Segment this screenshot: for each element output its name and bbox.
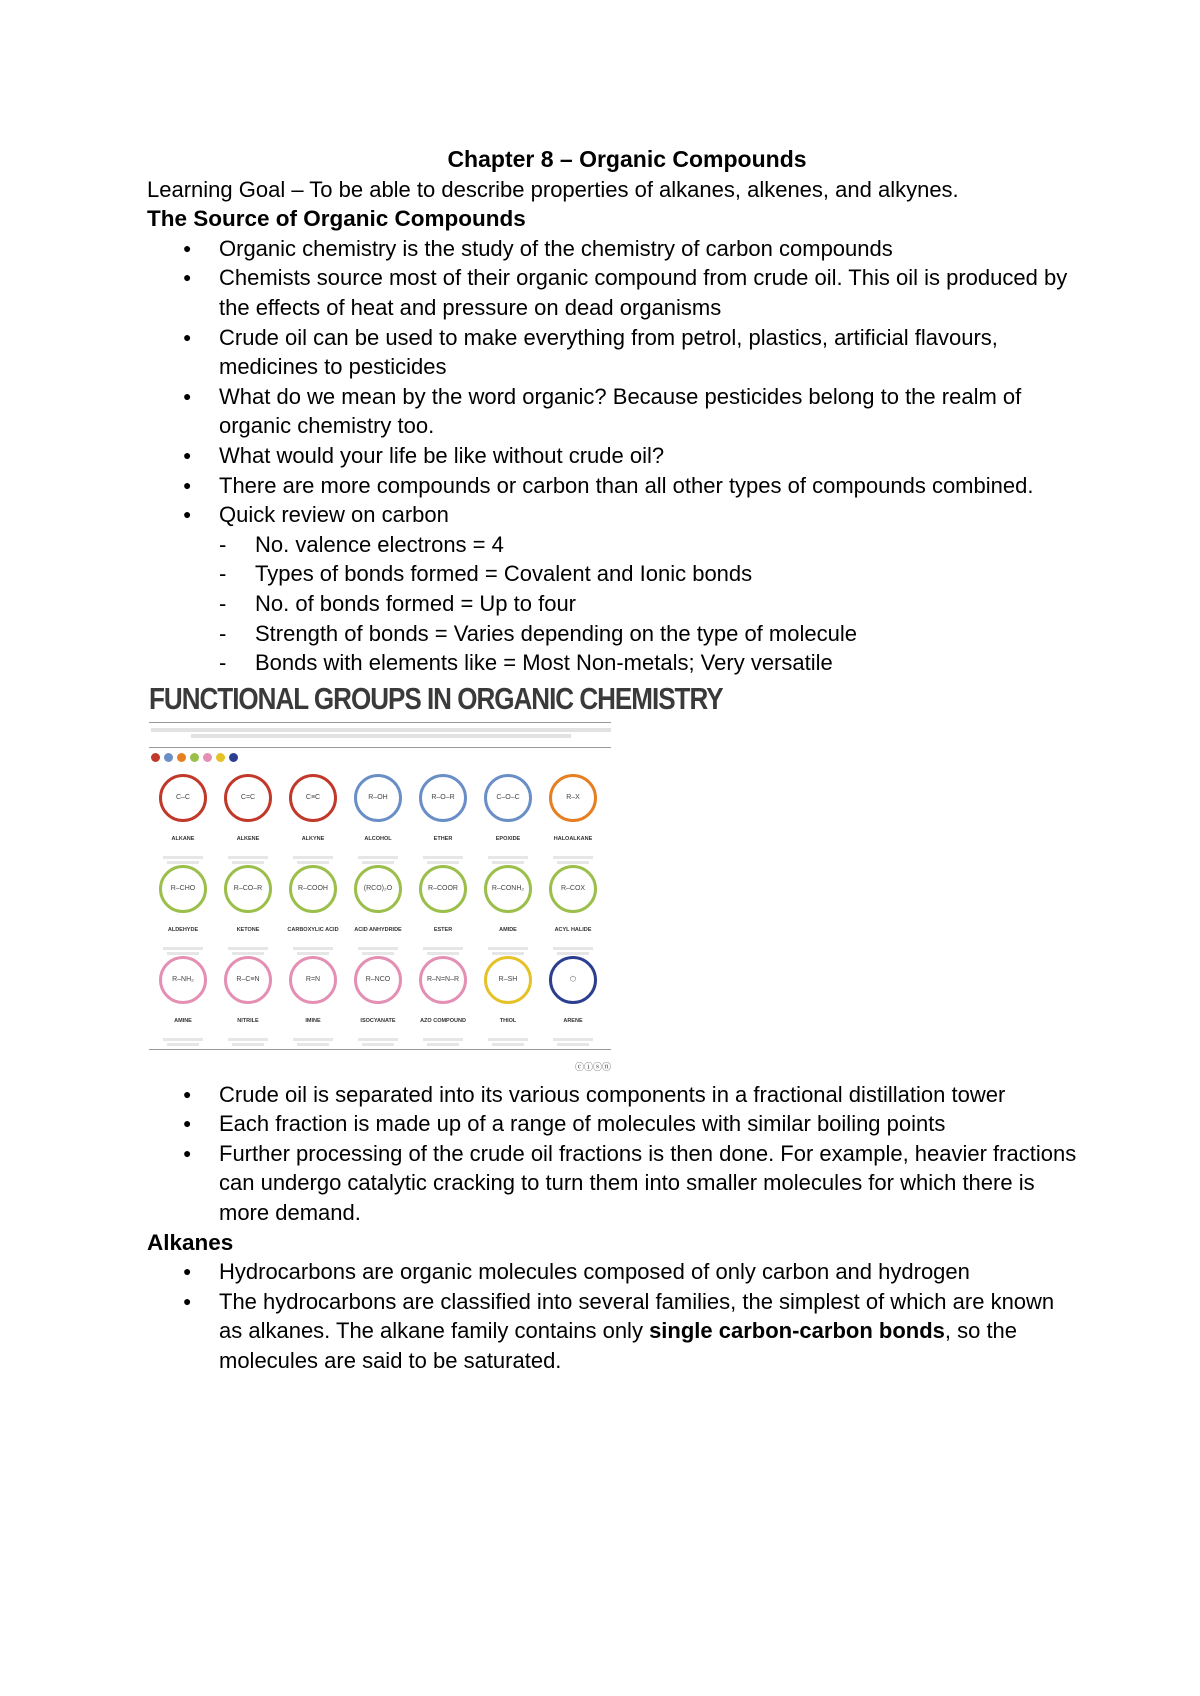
- functional-group-desc-decoration: [543, 856, 603, 864]
- functional-group-cell: [153, 774, 213, 867]
- functional-group-desc-decoration: [218, 1038, 278, 1046]
- learning-goal: Learning Goal – To be able to describe properties of alkanes, alkenes, and alkynes.: [147, 176, 959, 202]
- structure-ring-icon: R–CO–R: [224, 865, 272, 913]
- functional-group-cell: [348, 774, 408, 867]
- document-body: [147, 145, 1077, 1376]
- list-item: - No. valence electrons = 4: [147, 530, 1077, 560]
- structure-ring-icon: R–SH: [484, 956, 532, 1004]
- functional-group-name: IMINE: [305, 1017, 321, 1024]
- legend-dot: [164, 753, 173, 762]
- list-item: - Strength of bonds = Varies depending on the type of molecule: [147, 619, 1077, 649]
- functional-group-name: ALKENE: [236, 835, 260, 842]
- list-item: ● There are more compounds or carbon than all other types of compounds combined.: [147, 471, 1077, 501]
- structure-ring-icon: R–OH: [354, 774, 402, 822]
- functional-group-desc-decoration: [218, 856, 278, 864]
- list-item: - No. of bonds formed = Up to four: [147, 589, 1077, 619]
- list-item: ● Organic chemistry is the study of the chemistry of carbon compounds: [147, 234, 1077, 264]
- functional-group-name: HALOALKANE: [553, 835, 593, 842]
- functional-group-cell: [218, 774, 278, 867]
- structure-ring-icon: R–O–R: [419, 774, 467, 822]
- figure-subtitle-decoration: [151, 726, 611, 740]
- functional-group-name: EPOXIDE: [495, 835, 521, 842]
- functional-group-cell: [413, 774, 473, 867]
- functional-group-name: THIOL: [499, 1017, 517, 1024]
- functional-group-cell: [283, 865, 343, 958]
- functional-group-cell: [543, 774, 603, 867]
- functional-group-desc-decoration: [283, 1038, 343, 1046]
- functional-group-name: ESTER: [433, 926, 453, 933]
- structure-ring-icon: R–CONH₂: [484, 865, 532, 913]
- page-title: Chapter 8 – Organic Compounds: [447, 146, 807, 172]
- structure-ring-icon: R–COX: [549, 865, 597, 913]
- functional-group-name: ARENE: [563, 1017, 583, 1024]
- functional-group-cell: [543, 956, 603, 1049]
- functional-group-name: ALKANE: [171, 835, 195, 842]
- functional-group-desc-decoration: [413, 856, 473, 864]
- functional-group-name: ISOCYANATE: [360, 1017, 396, 1024]
- figure-title: FUNCTIONAL GROUPS IN ORGANIC CHEMISTRY: [149, 680, 723, 716]
- legend-dot: [151, 753, 160, 762]
- creative-commons-icon: ⓒⓘⓢⓝ: [574, 1061, 611, 1072]
- functional-group-desc-decoration: [153, 1038, 213, 1046]
- functional-group-name: ACID ANHYDRIDE: [354, 926, 402, 933]
- functional-group-name: AMINE: [174, 1017, 192, 1024]
- functional-group-cell: [478, 774, 538, 867]
- functional-group-cell: [218, 865, 278, 958]
- list-item: ● What would your life be like without crude oil?: [147, 441, 1077, 471]
- functional-group-name: NITRILE: [237, 1017, 259, 1024]
- figure-divider: [149, 1049, 611, 1050]
- functional-group-name: AMIDE: [499, 926, 517, 933]
- functional-group-cell: [283, 956, 343, 1049]
- structure-ring-icon: C=C: [224, 774, 272, 822]
- section-heading-alkanes: Alkanes: [147, 1229, 234, 1255]
- functional-group-desc-decoration: [543, 947, 603, 955]
- carbon-review-list: [147, 530, 1077, 678]
- structure-ring-icon: R–C≡N: [224, 956, 272, 1004]
- structure-ring-icon: R–X: [549, 774, 597, 822]
- list-item: ● Crude oil is separated into its various components in a fractional distillation tower: [147, 1080, 1077, 1110]
- list-item: ● Hydrocarbons are organic molecules composed of only carbon and hydrogen: [147, 1257, 1077, 1287]
- functional-group-desc-decoration: [543, 1038, 603, 1046]
- functional-group-desc-decoration: [478, 1038, 538, 1046]
- functional-group-desc-decoration: [348, 947, 408, 955]
- source-bullet-list: [147, 234, 1077, 530]
- structure-ring-icon: R–CHO: [159, 865, 207, 913]
- functional-group-cell: [218, 956, 278, 1049]
- functional-group-cell: [543, 865, 603, 958]
- structure-ring-icon: (RCO)₂O: [354, 865, 402, 913]
- functional-group-cell: [478, 865, 538, 958]
- functional-group-name: ALCOHOL: [364, 835, 392, 842]
- functional-group-desc-decoration: [218, 947, 278, 955]
- structure-ring-icon: C≡C: [289, 774, 337, 822]
- functional-group-desc-decoration: [413, 947, 473, 955]
- functional-group-cell: [283, 774, 343, 867]
- list-item: ● Further processing of the crude oil fractions is then done. For example, heavier fractions can undergo catalytic cracking to turn them into smaller molecules for which there is more demand.: [147, 1139, 1077, 1228]
- functional-group-name: ETHER: [433, 835, 453, 842]
- functional-group-desc-decoration: [413, 1038, 473, 1046]
- section-heading-source: The Source of Organic Compounds: [147, 206, 526, 232]
- list-item: ● Chemists source most of their organic compound from crude oil. This oil is produced by the effects of heat and pressure on dead organisms: [147, 263, 1077, 322]
- figure-divider: [149, 747, 611, 748]
- list-item: ● What do we mean by the word organic? Because pesticides belong to the realm of organic chemistry too.: [147, 382, 1077, 441]
- functional-group-desc-decoration: [283, 856, 343, 864]
- list-item: - Types of bonds formed = Covalent and Ionic bonds: [147, 559, 1077, 589]
- functional-group-name: AZO COMPOUND: [420, 1017, 466, 1024]
- functional-group-cell: [413, 865, 473, 958]
- legend-dot: [229, 753, 238, 762]
- structure-ring-icon: R–NH₂: [159, 956, 207, 1004]
- functional-group-cell: [478, 956, 538, 1049]
- figure-divider: [149, 722, 611, 723]
- structure-ring-icon: C–C: [159, 774, 207, 822]
- functional-group-desc-decoration: [283, 947, 343, 955]
- distillation-bullet-list: [147, 1080, 1077, 1228]
- legend-dot: [190, 753, 199, 762]
- functional-group-desc-decoration: [478, 856, 538, 864]
- functional-group-desc-decoration: [478, 947, 538, 955]
- functional-group-desc-decoration: [348, 1038, 408, 1046]
- functional-group-cell: [348, 865, 408, 958]
- structure-ring-icon: R–COOH: [289, 865, 337, 913]
- text-run: The hydrocarbons are classified into several families, the simplest of which are known as alkanes. The alkane family contains only: [219, 1288, 1055, 1344]
- alkanes-bullet-list: [147, 1257, 1077, 1375]
- figure-legend: [151, 753, 613, 762]
- functional-group-name: ALDEHYDE: [167, 926, 199, 933]
- functional-group-name: ACYL HALIDE: [554, 926, 592, 933]
- list-item: ● Quick review on carbon: [147, 500, 1077, 530]
- functional-group-cell: [413, 956, 473, 1049]
- list-item: ● Each fraction is made up of a range of molecules with similar boiling points: [147, 1109, 1077, 1139]
- legend-dot: [203, 753, 212, 762]
- list-item: ● Crude oil can be used to make everything from petrol, plastics, artificial flavours, medicines to pesticides: [147, 323, 1077, 382]
- functional-group-name: KETONE: [236, 926, 260, 933]
- structure-ring-icon: ⬡: [549, 956, 597, 1004]
- structure-ring-icon: C–O–C: [484, 774, 532, 822]
- list-item: - Bonds with elements like = Most Non-metals; Very versatile: [147, 648, 1077, 678]
- functional-group-desc-decoration: [153, 947, 213, 955]
- functional-group-desc-decoration: [153, 856, 213, 864]
- functional-group-cell: [153, 865, 213, 958]
- structure-ring-icon: R–COOR: [419, 865, 467, 913]
- list-item: [147, 1287, 1077, 1376]
- functional-group-name: ALKYNE: [301, 835, 325, 842]
- structure-ring-icon: R–N=N–R: [419, 956, 467, 1004]
- functional-groups-figure: [147, 680, 723, 1074]
- legend-dot: [177, 753, 186, 762]
- text-run: , so the molecules are said to be saturated.: [219, 1318, 1018, 1374]
- structure-ring-icon: R–NCO: [354, 956, 402, 1004]
- structure-ring-icon: R=N: [289, 956, 337, 1004]
- legend-dot: [216, 753, 225, 762]
- functional-group-cell: [153, 956, 213, 1049]
- bold-text-run: single carbon-carbon bonds: [649, 1318, 945, 1344]
- functional-group-desc-decoration: [348, 856, 408, 864]
- functional-group-cell: [348, 956, 408, 1049]
- functional-group-name: CARBOXYLIC ACID: [287, 926, 339, 933]
